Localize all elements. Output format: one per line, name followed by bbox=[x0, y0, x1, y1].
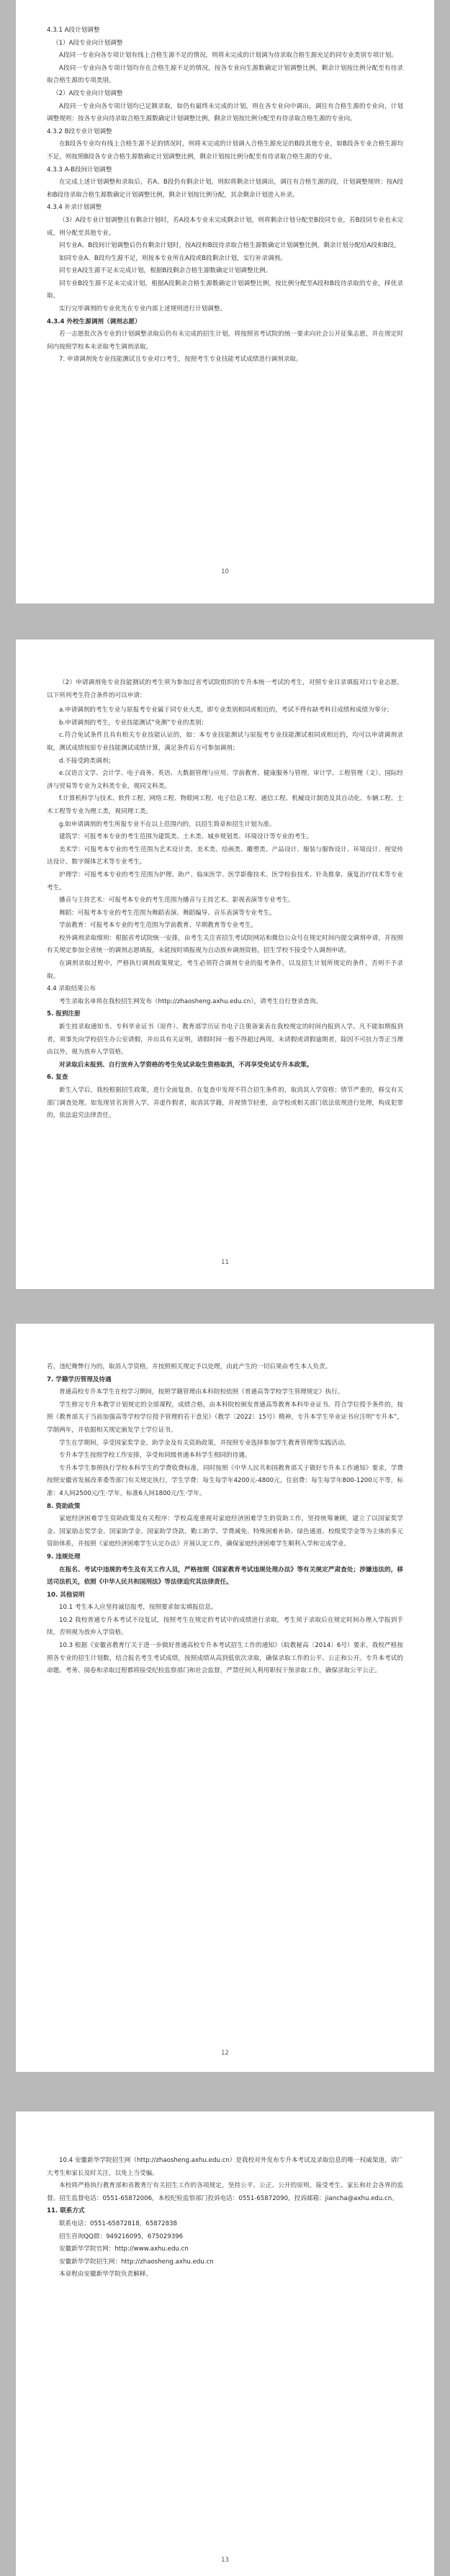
paragraph: 11. 联系方式 bbox=[47, 2207, 85, 2215]
paragraph: 在B段各专业均有线上合格生源不足的情况时，则将未完成的计划调入合格生源充足的B段其他专业，如B段各专业合格生源均不足，则按照B段各专业合格生源数确定计划调整比例，剩余计划按比例分配至有待录取合格生源的专业。 bbox=[47, 140, 403, 161]
paragraph: 4.3.4 补录计划调整 bbox=[47, 204, 102, 212]
page-number: 11 bbox=[221, 1259, 229, 1266]
paragraph: 安徽新华学院招生网：http://zhaosheng.axhu.edu.cn bbox=[59, 2258, 214, 2266]
paragraph: 播音与主持艺术：可报考本专业的考生范围为播音与主持艺术、影视表演等专业考生。 bbox=[59, 897, 294, 905]
paragraph: 在调剂录取过程中，严格执行调剂政策规定，考生必须符合调剂专业的报考条件，以及招生计划所规定的条件，否则不予录取。 bbox=[47, 960, 403, 980]
paragraph: 同专业B段生源不足未完成计划，根据A段剩余合格生源数确定计划调整比例，按比例分配至A段和B段待录取的专业，择优录取。 bbox=[47, 279, 403, 300]
paragraph: 舞蹈：可报考本专业的考生范围为舞蹈表演、舞蹈编导、音乐表演等专业考生。 bbox=[59, 909, 276, 917]
paragraph: 8. 资助政策 bbox=[47, 1502, 81, 1510]
document-page bbox=[16, 2111, 434, 2576]
paragraph: （2）申请调剂免专业技能测试的考生须为参加过省考试院组织的专升本统一考试的考生，对照专业目录填报对口专业志愿，以下所列考生符合条件的可以申请： bbox=[47, 679, 403, 699]
paragraph: 如同专业A、B段均生源不足，则按本专业所在A段或B段剩余计划，实行补录调剂。 bbox=[59, 254, 287, 262]
paragraph: 专升本学生按照学校工作安排，享受和同级普通本科学生相同的待遇。 bbox=[59, 1452, 251, 1460]
paragraph: 10. 其他说明 bbox=[47, 1591, 85, 1599]
paragraph: 在报名、考试中违规的考生及有关工作人员，严格按照《国家教育考试违规处理办法》等有关规定严肃查处；涉嫌违法的，移送司法机关，依照《中华人民共和国刑法》等法律追究其法律责任。 bbox=[47, 1566, 403, 1587]
paragraph: 本校将严格执行教育部和省教育厅有关招生工作的各项规定，坚持公平、公正、公开的原则，接受考生、家长和社会各界的监督。招生监督电话：0551-65872006，本校纪检监察部门投诉电话：0551-65872090，投诉邮箱：jiancha@axhu.edu.cn。 bbox=[47, 2182, 403, 2202]
document-page bbox=[16, 639, 434, 1289]
paragraph: a.申请调剂的考生专业与原报考专业属于同专业大类，即专业类别相同或相近的，考试不得有缺考科目成绩和成绩为零分； bbox=[59, 706, 393, 714]
paragraph: 美术学：可报考本专业的考生范围为艺术设计类、美术类、绘画类、雕塑类、产品设计、服装与服饰设计、环境设计、视觉传达设计、数字媒体艺术等专业考生。 bbox=[47, 845, 403, 866]
paragraph: 同专业A、B段间计划调整后仍有剩余计划时，按A段和B段待录取合格生源数确定计划调整比例，剩余计划分配给A段和B段。 bbox=[59, 242, 400, 250]
paragraph: 4.3.3 A-B段间计划调整 bbox=[47, 166, 112, 174]
paragraph: 10.3 根据《安徽省教育厅关于进一步做好普通高校专升本考试招生工作的通知》（皖教秘高〔2014〕6号）要求，我校严格按照各专业的招生计划数，结合报名考生考试成绩，按照成绩从高到低依次录取，确保录取工作的公平、公正和公开。专升本考试的命题、考务、阅卷和录取过程都将接受纪检监察部门和社会监督，严禁任何人利用职权干预录取工作，确保录取公平公正。 bbox=[47, 1642, 403, 1675]
page-content bbox=[47, 677, 403, 1123]
paragraph: b.申请调剂的考生，专业技能测试“免测”专业的类别； bbox=[59, 719, 208, 727]
paragraph: 学生修完专升本教学计划规定的全部课程，成绩合格，由本科院校颁发普通高等教育本科毕业证书。符合学位授予条件的，按照《教育部关于当前加强高等学校学位授予管理的若干意见》（教学〔2022〕15号）精神，专升本学生毕业证书应注明“专升本”，学制两年，并依据相关规定颁发学士学位证书。 bbox=[47, 1401, 403, 1434]
paragraph: 学前教育：可报考本专业的考生范围为学前教育、早期教育等专业考生。 bbox=[59, 922, 258, 930]
paragraph: 9. 违规处理 bbox=[47, 1553, 81, 1561]
paragraph: 建筑学：可报考本专业的考生范围为建筑类、土木类、城乡规划类、环境设计等专业的考生。 bbox=[59, 833, 313, 841]
document-page bbox=[16, 1324, 434, 2072]
page-content bbox=[47, 24, 403, 367]
paragraph: （1）A段专业向计划调整 bbox=[53, 39, 123, 47]
page-content bbox=[47, 2155, 403, 2281]
paragraph: 家庭经济困难学生资助政策及有关程序：学校高度重视对家庭经济困难学生的资助工作，坚持统筹兼顾，建立了以国家奖学金、国家励志奖学金、国家助学金、国家助学贷款、勤工助学、学费减免、特殊困难补助、绿色通道、校级奖学金等为主体的多元资助体系，并按照《家庭经济困难学生认定办法》开展认定工作，确保家庭经济困难学生顺利入学和完成学业。 bbox=[47, 1515, 403, 1548]
paragraph: A段同一专业向各专项计划有线上合格生源不足的情况，则将未完成的计划调为待录取合格生源充足的同专业类别专项计划。 bbox=[59, 52, 397, 60]
paragraph: 7. 申请调剂免专业技能测试且专业对口考生，按照考生专业技能考试成绩进行调剂录取。 bbox=[59, 356, 302, 364]
paragraph: 招生咨询QQ群：949216095，675029396 bbox=[59, 2232, 184, 2240]
paragraph: 4.3.1 A段计划调整 bbox=[47, 27, 100, 34]
paragraph: 4.4 录取结果公布 bbox=[47, 985, 96, 993]
paragraph: 专升本学生参照执行学校本科学生的学费收费标准，同时按照《中华人民共和国教育部关于做好专升本工作通知》要求，学费按照安徽省发展改革委等部门有关规定执行，学生学费：每生每学年4200元-4800元，住宿费：每生每学年800-1200元不等，标准：4人间2500元/生·学年，标准6人间1800元/生·学年。 bbox=[47, 1464, 403, 1497]
document-page bbox=[16, 0, 434, 603]
paragraph: 10.4 安徽新华学院招生网（http://zhaosheng.axhu.edu.cn）是我校对外发布专升本考试及录取信息的唯一权威渠道，请广大考生和家长及时关注，以免上当受骗。 bbox=[47, 2157, 403, 2177]
paragraph: 4.3.2 B段专业计划调整 bbox=[47, 127, 112, 135]
paragraph: d.不接受跨类调剂； bbox=[59, 757, 114, 765]
page-number: 10 bbox=[221, 568, 229, 575]
paragraph: 7. 学籍学历管理及待遇 bbox=[47, 1375, 112, 1383]
paragraph: 本章程由安徽新华学院负责解释。 bbox=[59, 2271, 152, 2279]
paragraph: 新生持录取通知书、专科毕业证书（原件）、教育部学历证书电子注册备案表在我校规定的时间内报到入学。凡不能如期报到者，须事先向学校招生办公室请假，并出具有关证明，请假时间一般不得超过两周。未请假或请假逾期者，除因不可抗力等正当理由以外，视为放弃入学资格。 bbox=[47, 1023, 403, 1056]
paragraph: 实行完毕调剂的专业优先在专业内部上述规则进行计划调整。 bbox=[59, 305, 227, 313]
paragraph: 4.3.4 外校生源调剂（调剂志愿） bbox=[47, 318, 141, 326]
page-content bbox=[47, 1361, 403, 1678]
paragraph: 10.1 考生本人应坚持诚信报考，按照要求如实填报信息。 bbox=[59, 1604, 217, 1612]
paragraph: 6. 复查 bbox=[47, 1074, 68, 1082]
page-number: 13 bbox=[221, 2557, 229, 2564]
paragraph: 若一志愿批次各专业的计划调整录取后仍有未完成的招生计划，将按照省考试院的统一要求向社会公开征集志愿，并在规定时间内按照学校本未录取考生调剂录取。 bbox=[47, 331, 403, 351]
paragraph: 护理学：可报考本专业的考生范围为护理、助产、临床医学、医学影像技术、医学检验技术、针灸推拿、康复治疗技术等专业考生。 bbox=[47, 871, 403, 892]
paragraph: 普通高校专升本学生在校学习期间，按照学籍管理由本科院校依照《普通高等学校学生管理规定》执行。 bbox=[59, 1388, 344, 1396]
paragraph: 10.2 我校普通专升本考试不设复试，按照考生在规定的考试中的成绩进行录取，考生须于录取后在规定时间办理入学报到手续，否则视为放弃入学资格。 bbox=[47, 1616, 403, 1637]
paragraph: 考生录取名单将在我校招生网发布（http://zhaosheng.axhu.edu.cn），请考生自行登录查询。 bbox=[59, 997, 323, 1005]
paragraph: 若，违纪舞弊行为的，取消入学资格，并按照相关规定予以处理，由此产生的一切后果由考生本人负责。 bbox=[47, 1363, 332, 1370]
paragraph: 学生在学期间，享受国家奖学金、助学金及有关资助政策，并按照专业选择参加学生教育管理等实践活动。 bbox=[59, 1439, 350, 1447]
paragraph: 同专业A段生源不足未完成计划，根据B段剩余合格生源数确定计划调整比例。 bbox=[59, 267, 272, 275]
paragraph: A段同一专业向各专项计划均存在合格生源不足的情况，按各专业向生源数确定计划调整比例，剩余计划按比例分配至有待录取合格生源的专项类别。 bbox=[47, 64, 403, 85]
paragraph: 5. 报到注册 bbox=[47, 1010, 81, 1018]
paragraph: 在完成上述计划调整和录取后，若A、B段仍有剩余计划，则拟将剩余计划调出，调往有合格生源的段，计划调整规则：按A段和B段待录取合格生源数确定计划调整比例，剩余计划按比例分配，其余剩余计划进入补录。 bbox=[47, 179, 403, 199]
paragraph: （3）A段专业计划调整且有剩余计划时，若A段本专业未完成剩余计划，则将剩余计划分配至B段同专业，若B段同专业也未完成，则分配至其他专业。 bbox=[47, 216, 403, 237]
paragraph: g.如申请调剂的考生所报专业不在以上范围内的，以招生简章和招生计划为准。 bbox=[59, 820, 276, 828]
paragraph: f.计算机科学与技术、软件工程、网络工程、物联网工程、电子信息工程、通信工程、机械设计制造及其自动化、车辆工程、土木工程等专业为理工类，视同理工类。 bbox=[47, 795, 403, 815]
paragraph: 对录取后未报到、自行放弃入学资格的考生免试录取生资格取消，不再享受免试专升本政策。 bbox=[59, 1061, 313, 1069]
paragraph: （2）A段专业向计划调整 bbox=[53, 89, 123, 97]
paragraph: A段同一专业向各专项计划均已足额录取，如仍有最终未完成的计划，则在各专业向中调出，调往有合格生源的专业向，计划调整规则：按各专业向待录取合格生源数确定计划调整比例，剩余计划按比例分配至有待录取合格生源的专业向。 bbox=[47, 102, 403, 123]
paragraph: 校外调剂录取细则：根据省考试院统一安排，由考生关注省招生考试院网站和微信公众号在规定时间内提交调剂申请，并按照有关规定参加全省统一的调剂志愿填报，未能按时填报视为自动放弃调剂资格，招生学校不接受个人调剂申请。 bbox=[47, 934, 403, 955]
page-number: 12 bbox=[221, 2050, 229, 2057]
paragraph: 联系电话：0551-65872818，65872838 bbox=[59, 2220, 178, 2227]
paragraph: e.汉语言文学、会计学、电子商务、英语、大数据管理与应用、学前教育、健康服务与管理、审计学、工程管理（文）、国际经济与贸易等专业为文科类专业，视同文科类。 bbox=[47, 770, 403, 790]
paragraph: 安徽新华学院官网：http://www.axhu.edu.cn bbox=[59, 2245, 189, 2253]
paragraph: 新生入学后，我校根据招生政策，进行全面复查。在复查中发现不符合招生条件的，取消其入学资格；情节严重的，移交有关部门调查处理。如发现冒名顶替入学、弄虚作假者，取消其学籍，并视情节轻重，由学校或相关部门依法依规进行处理，构成犯罪的，依法追究法律责任。 bbox=[47, 1087, 403, 1120]
paragraph: c.符合免试条件且具有相关专业技能认证的，如：本专业技能测试与原报考专业技能测试相同或相近的，均可以申请调剂录取，测试成绩按原专业技能测试成绩计算，满足条件后方可参加调剂； bbox=[47, 732, 403, 752]
